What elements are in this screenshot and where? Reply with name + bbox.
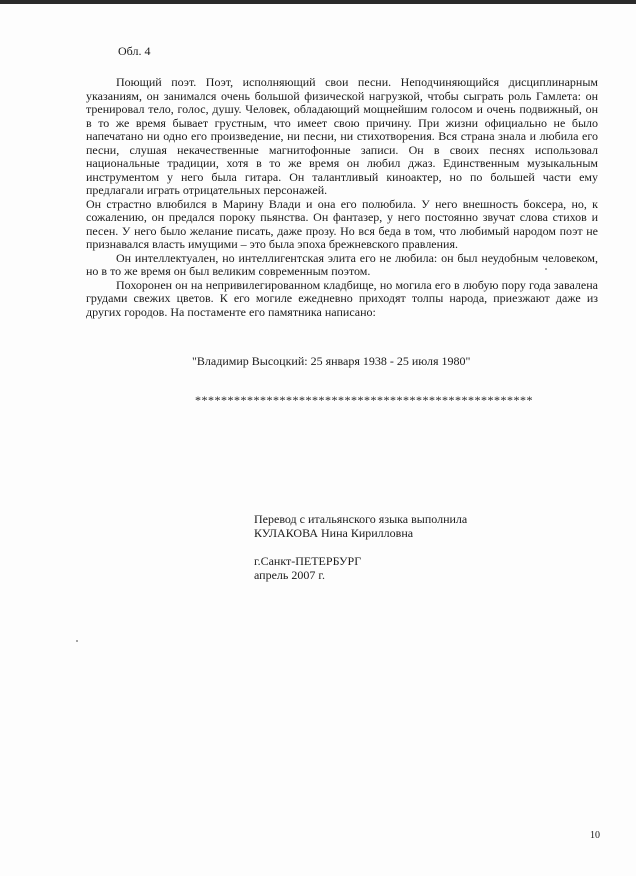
signature-line-1: Перевод с итальянского языка выполнила: [254, 512, 468, 526]
section-label: Обл. 4: [118, 44, 151, 58]
page-number: 10: [590, 830, 600, 841]
paragraph-2: Он страстно влюбился в Марину Влади и она его полюбила. У него внешность боксера, но, к сожалению, он предался пороку пьянства. Он фантазер, у него постоянно звучат слова стихов и песен. У него было желание писать, даже прозу. Но вся беда в том, что любимый народом поэт не признавался власть имущими – это была эпоха брежневского правления.: [86, 196, 598, 251]
paragraph-1: Поющий поэт. Поэт, исполняющий свои песни. Неподчиняющийся дисциплинарным указаниям, он занимался очень большой физической нагрузкой, чтобы сыграть роль Гамлета: он тренировал тело, голос, душу. Человек, обладающий мощнейшим голосом и очень подвижный, он в то же время бывает грустным, что имеет свою причину. При жизни официально не было напечатано ни одно его произведение, ни песни, ни стихотворения. Вся страна знала и любила его песни, слушая некачественные магнитофонные записи. Он в своих песнях использовал национальные традиции, хотя в то же время он любил джаз. Единственным музыкальным инструментом у него была гитара. Он талантливый киноактер, но по большей части ему предлагали играть отрицательных персонажей.: [86, 75, 598, 197]
scan-speck: [545, 268, 547, 270]
scan-top-border: [0, 0, 636, 4]
translator-signature: [254, 512, 467, 582]
asterisk-separator: ****************************************************: [195, 393, 533, 407]
paragraph-3: Он интеллектуален, но интеллигентская элита его не любила: он был неудобным человеком, но в то же время он был великим современным поэтом.: [86, 250, 598, 278]
signature-line-4: апрель 2007 г.: [254, 568, 325, 582]
document-body: [86, 76, 598, 319]
paragraph-4: Похоронен он на непривилегированном кладбище, но могила его в любую пору года завалена грудами свежих цветов. К его могиле ежедневно приходят толпы народа, приезжают даже из других городов. На постаменте его памятника написано:: [86, 277, 598, 319]
monument-inscription: "Владимир Высоцкий: 25 января 1938 - 25 июля 1980": [192, 354, 471, 368]
scan-speck: [76, 640, 78, 642]
signature-line-3: г.Санкт-ПЕТЕРБУРГ: [254, 554, 362, 568]
signature-line-2: КУЛАКОВА Нина Кирилловна: [254, 526, 414, 540]
signature-gap: [254, 540, 467, 554]
